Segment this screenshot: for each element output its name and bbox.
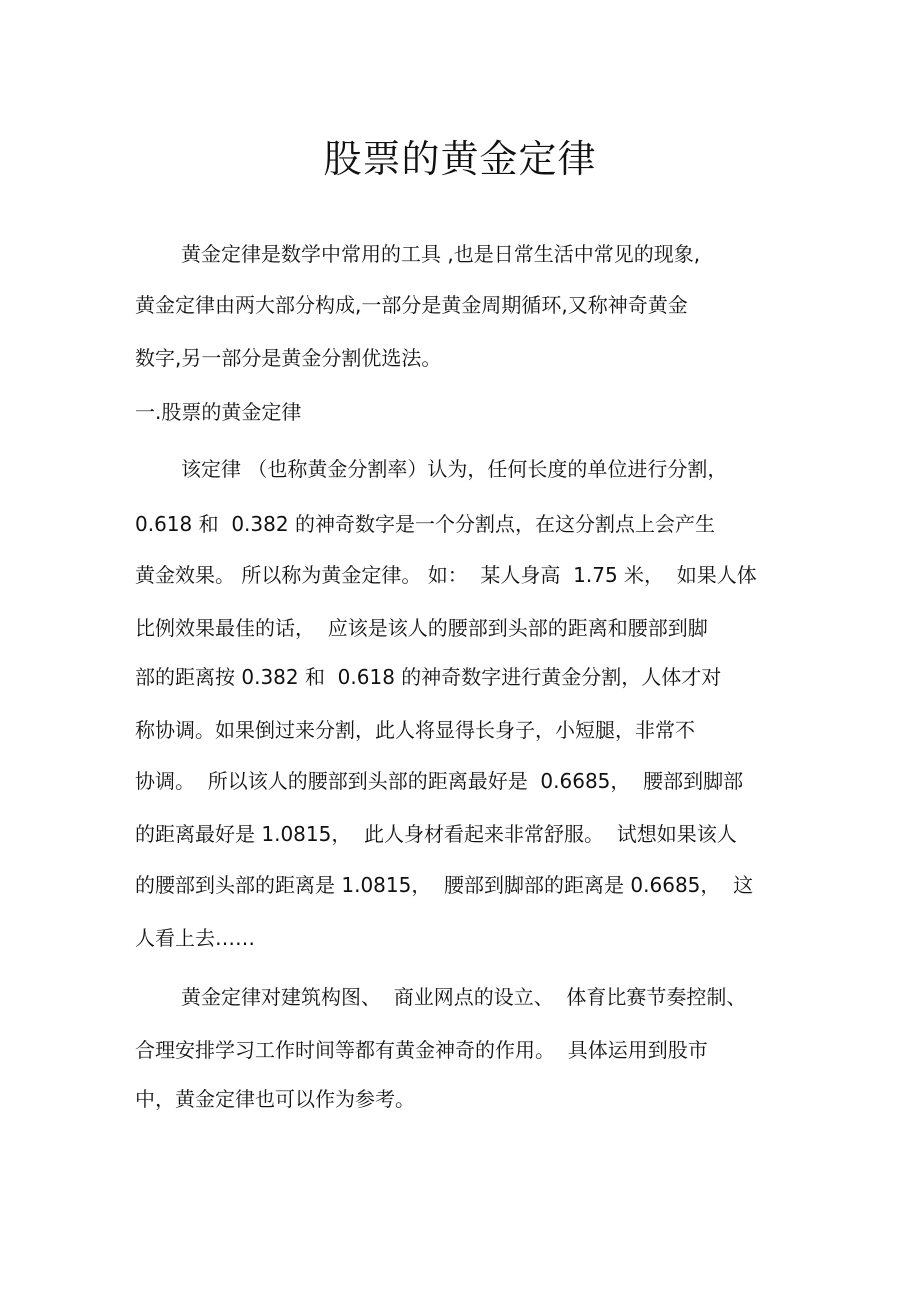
paragraph-2-line-2: 0.618 和 0.382 的神奇数字是一个分割点，在这分割点上会产生 [135,512,715,536]
section-heading: 一.股票的黄金定律 [135,400,302,424]
paragraph-2-line-4: 比例效果最佳的话， 应该是该人的腰部到头部的距离和腰部到脚 [135,616,708,640]
paragraph-2-line-1: 该定律 （也称黄金分割率）认为，任何长度的单位进行分割， [181,457,728,481]
paragraph-1-line-3: 数字,另一部分是黄金分割优选法。 [135,346,442,370]
document-title: 股票的黄金定律 [323,137,597,181]
paragraph-2-line-3: 黄金效果。 所以称为黄金定律。 如： 某人身高 1.75 米， 如果人体 [135,563,757,587]
paragraph-3-line-2: 合理安排学习工作时间等都有黄金神奇的作用。 具体运用到股市 [135,1038,708,1062]
paragraph-2-line-7: 协调。 所以该人的腰部到头部的距离最好是 0.6685， 腰部到脚部 [135,769,744,793]
paragraph-2-line-6: 称协调。如果倒过来分割，此人将显得长身子，小短腿，非常不 [135,718,695,742]
paragraph-1-line-1: 黄金定律是数学中常用的工具 ,也是日常生活中常见的现象, [181,242,701,266]
paragraph-1-line-2: 黄金定律由两大部分构成,一部分是黄金周期循环,又称神奇黄金 [135,293,688,317]
paragraph-2-line-8: 的距离最好是 1.0815， 此人身材看起来非常舒服。 试想如果该人 [135,822,737,846]
paragraph-3-line-1: 黄金定律对建筑构图、 商业网点的设立、 体育比赛节奏控制、 [181,985,747,1009]
paragraph-2-line-10: 人看上去…… [135,926,255,950]
paragraph-2-line-9: 的腰部到头部的距离是 1.0815， 腰部到脚部的距离是 0.6685， 这 [135,873,754,897]
paragraph-2-line-5: 部的距离按 0.382 和 0.618 的神奇数字进行黄金分割，人体才对 [135,665,722,689]
paragraph-3-line-3: 中，黄金定律也可以作为参考。 [135,1087,415,1111]
